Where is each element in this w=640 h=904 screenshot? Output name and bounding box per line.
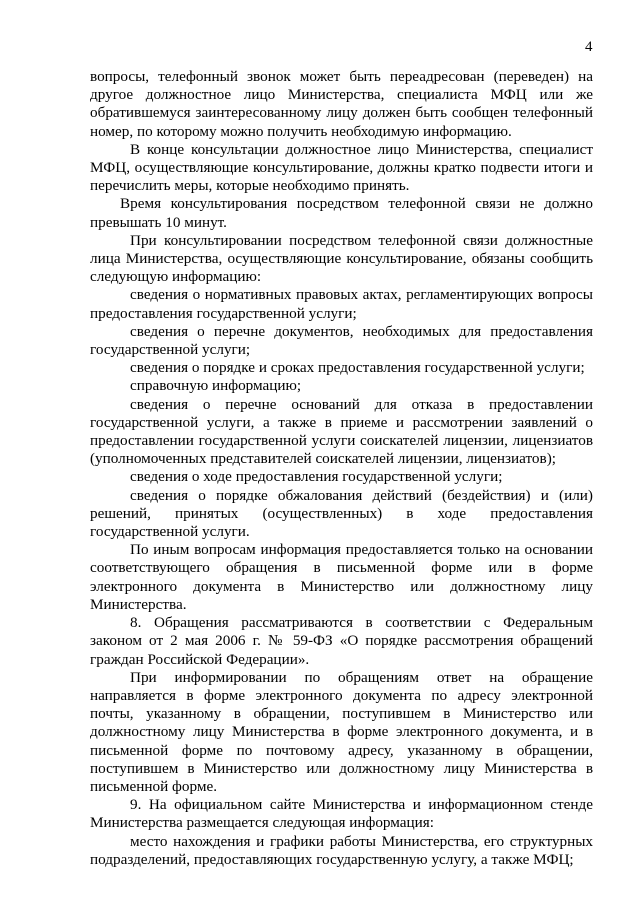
paragraph-9: сведения о перечне оснований для отказа в предоставлении государственной услуги, а также в приеме и рассмотрении заявлений о предоставлении государственной услуги соискателей лицензии, лицензиатов (уполномоченных представителей соискателей лицензии, лицензиатов); (90, 395, 593, 468)
paragraph-10: сведения о ходе предоставления государственной услуги; (130, 468, 503, 486)
paragraph-11: сведения о порядке обжалования действий (бездействия) и (или) решений, принятых (осуществленных) в ходе предоставления государственной услуги. (90, 486, 593, 541)
paragraph-6: сведения о перечне документов, необходимых для предоставления государственной услуги; (90, 322, 593, 359)
paragraph-3: Время консультирования посредством телефонной связи не должно превышать 10 минут. (90, 195, 593, 231)
page-number: 4 (585, 39, 593, 55)
paragraph-15: 9. На официальном сайте Министерства и информационном стенде Министерства размещается следующая информация: (90, 796, 593, 832)
paragraph-4: При консультировании посредством телефонной связи должностные лица Министерства, осуществляющие консультирование, обязаны сообщить следующую информацию: (90, 231, 593, 286)
paragraph-14: При информировании по обращениям ответ на обращение направляется в форме электронного документа по адресу электронной почты, указанному в обращении, поступившем в Министерство или должностному лицу Министерства в форме электронного документа, и в письменной форме по почтовому адресу, указанному в обращении, поступившем в Министерство или должностному лицу Министерства в письменной форме. (90, 668, 593, 795)
paragraph-12: По иным вопросам информация предоставляется только на основании соответствующего обращения в письменной форме или в форме электронного документа в Министерство или должностному лицу Министерства. (90, 541, 593, 613)
paragraph-13: 8. Обращения рассматриваются в соответствии с Федеральным законом от 2 мая 2006 г. № 59-ФЗ «О порядке рассмотрения обращений граждан Российской Федерации». (90, 614, 593, 668)
paragraph-16: место нахождения и графики работы Министерства, его структурных подразделений, предоставляющих государственную услугу, а также МФЦ; (90, 832, 593, 868)
paragraph-8: справочную информацию; (130, 377, 302, 395)
paragraph-5: сведения о нормативных правовых актах, регламентирующих вопросы предоставления государственной услуги; (90, 286, 593, 322)
paragraph-1: вопросы, телефонный звонок может быть переадресован (переведен) на другое должностное лицо Министерства, специалиста МФЦ или же обратившемуся заинтересованному лицу должен быть сообщен телефонный номер, по которому можно получить необходимую информацию. (90, 68, 593, 140)
document-body (90, 68, 593, 869)
paragraph-2: В конце консультации должностное лицо Министерства, специалист МФЦ, осуществляющие консультирование, должны кратко подвести итоги и перечислить меры, которые необходимо принять. (90, 140, 593, 195)
paragraph-7: сведения о порядке и сроках предоставления государственной услуги; (130, 359, 585, 377)
